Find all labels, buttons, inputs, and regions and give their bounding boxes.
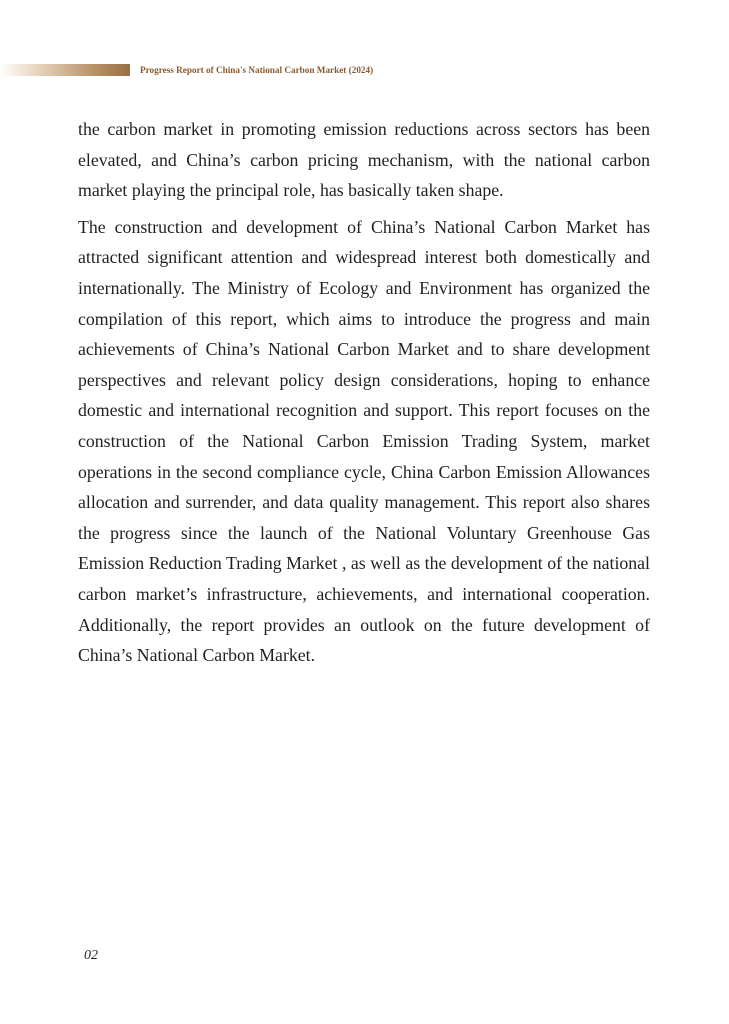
page-number: 02 bbox=[84, 948, 98, 963]
body-paragraph-1: the carbon market in promoting emission reductions across sectors has been elevated, and China’s carbon pricing mechanism, with the national carbon market playing the principal role, has basically taken shape. bbox=[78, 119, 650, 201]
body-text bbox=[78, 114, 650, 677]
header-accent-bar bbox=[0, 64, 130, 76]
body-paragraph-2: The construction and development of China’s National Carbon Market has attracted significant attention and widespread interest both domestically and internationally. The Ministry of Ecology and Environment has organized the compilation of this report, which aims to introduce the progress and main achievements of China’s National Carbon Market and to share development perspectives and relevant policy design considerations, hoping to enhance domestic and international recognition and support. This report focuses on the construction of the National Carbon Emission Trading System, market operations in the second compliance cycle, China Carbon Emission Allowances allocation and surrender, and data quality management. This report also shares the progress since the launch of the National Voluntary Greenhouse Gas Emission Reduction Trading Market , as well as the development of the national carbon market’s infrastructure, achievements, and international cooperation. Additionally, the report provides an outlook on the future development of China’s National Carbon Market. bbox=[78, 216, 650, 666]
running-header-title: Progress Report of China's National Carbon Market (2024) bbox=[140, 65, 374, 75]
